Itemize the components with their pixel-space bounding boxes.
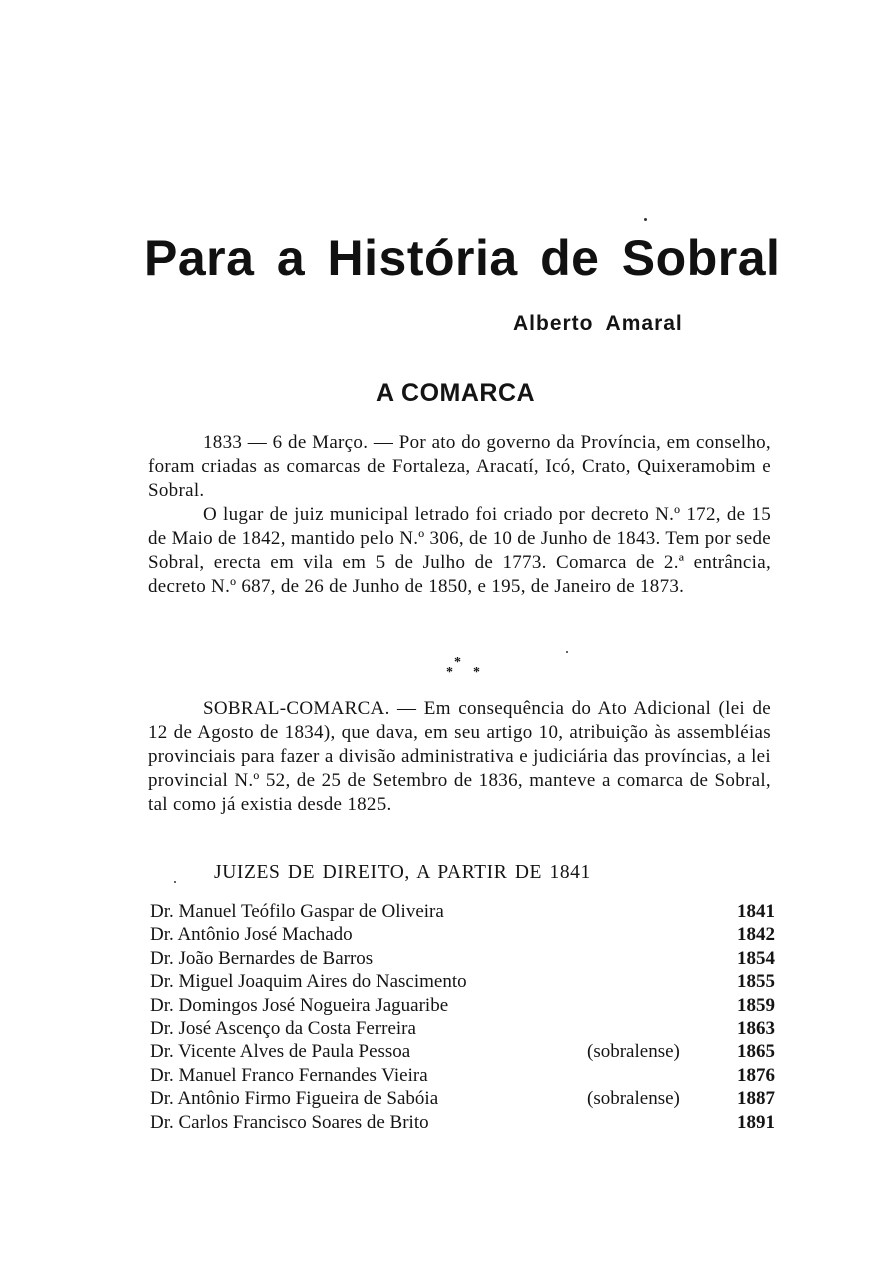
judge-note: (sobralense) bbox=[587, 1041, 680, 1063]
judge-row bbox=[150, 923, 775, 946]
separator-star: * bbox=[473, 665, 480, 680]
paragraph-1833: 1833 — 6 de Março. — Por ato do governo da Província, em conselho, foram criadas as comarcas de Fortaleza, Aracatí, Icó, Crato, Quixeramobim e Sobral. bbox=[148, 432, 771, 501]
judge-row bbox=[150, 1040, 775, 1063]
judge-name: Dr. Vicente Alves de Paula Pessoa bbox=[150, 1041, 411, 1063]
judge-name: Dr. João Bernardes de Barros bbox=[150, 947, 374, 969]
judge-row bbox=[150, 947, 775, 970]
print-speck-mark bbox=[644, 218, 647, 221]
paragraph-sobral-comarca: SOBRAL-COMARCA. — Em consequência do Ato Adicional (lei de 12 de Agosto de 1834), que dava, em seu artigo 10, atribuição às assembléias provinciais para fazer a divisão administrativa e judiciária das províncias, a lei provincial N.º 52, de 25 de Setembro de 1836, manteve a comarca de Sobral, tal como já existia desde 1825. bbox=[148, 698, 771, 815]
section-separator bbox=[446, 655, 486, 685]
print-speck-mark bbox=[566, 651, 568, 653]
intro-paragraphs bbox=[148, 431, 771, 599]
judge-name: Dr. Carlos Francisco Soares de Brito bbox=[150, 1111, 429, 1133]
judge-year: 1854 bbox=[737, 947, 775, 969]
section-heading: A COMARCA bbox=[375, 379, 536, 407]
judge-name: Dr. Miguel Joaquim Aires do Nascimento bbox=[150, 971, 467, 993]
article-title: Para a História de Sobral bbox=[144, 230, 781, 286]
judge-year: 1842 bbox=[737, 924, 775, 946]
judge-name: Dr. José Ascenço da Costa Ferreira bbox=[150, 1017, 416, 1039]
judges-table-heading: JUIZES DE DIREITO, A PARTIR DE 1841 bbox=[214, 862, 591, 883]
judge-year: 1891 bbox=[737, 1111, 775, 1133]
separator-star: * bbox=[454, 655, 461, 670]
judge-year: 1859 bbox=[737, 994, 775, 1016]
judge-row bbox=[150, 1087, 775, 1110]
judge-year: 1887 bbox=[737, 1088, 775, 1110]
judge-row bbox=[150, 994, 775, 1017]
paragraph-juiz-municipal: O lugar de juiz municipal letrado foi criado por decreto N.º 172, de 15 de Maio de 1842, mantido pelo N.º 306, de 10 de Junho de 1843. Tem por sede Sobral, erecta em vila em 5 de Julho de 1773. Comarca de 2.ª entrância, decreto N.º 687, de 26 de Junho de 1850, e 195, de Janeiro de 1873. bbox=[148, 504, 771, 597]
judge-row bbox=[150, 1064, 775, 1087]
judge-year: 1876 bbox=[737, 1064, 775, 1086]
judge-name: Dr. Manuel Franco Fernandes Vieira bbox=[150, 1064, 428, 1086]
print-speck-mark bbox=[174, 881, 176, 883]
judge-row bbox=[150, 1017, 775, 1040]
judge-year: 1865 bbox=[737, 1041, 775, 1063]
judge-row bbox=[150, 1111, 775, 1134]
judge-year: 1841 bbox=[737, 901, 775, 922]
judge-year: 1855 bbox=[737, 971, 775, 993]
judge-row bbox=[150, 900, 775, 923]
comarca-paragraph-block bbox=[148, 697, 771, 817]
judge-name: Dr. Antônio José Machado bbox=[150, 924, 353, 946]
author-name: Alberto Amaral bbox=[513, 312, 683, 335]
judges-list bbox=[150, 900, 775, 1134]
judge-row bbox=[150, 970, 775, 993]
judge-note: (sobralense) bbox=[587, 1088, 680, 1110]
judge-name: Dr. Domingos José Nogueira Jaguaribe bbox=[150, 994, 449, 1016]
separator-star: * bbox=[446, 665, 453, 680]
judge-name: Dr. Manuel Teófilo Gaspar de Oliveira bbox=[150, 901, 444, 922]
judge-name: Dr. Antônio Firmo Figueira de Sabóia bbox=[150, 1088, 439, 1110]
judge-year: 1863 bbox=[737, 1017, 775, 1039]
